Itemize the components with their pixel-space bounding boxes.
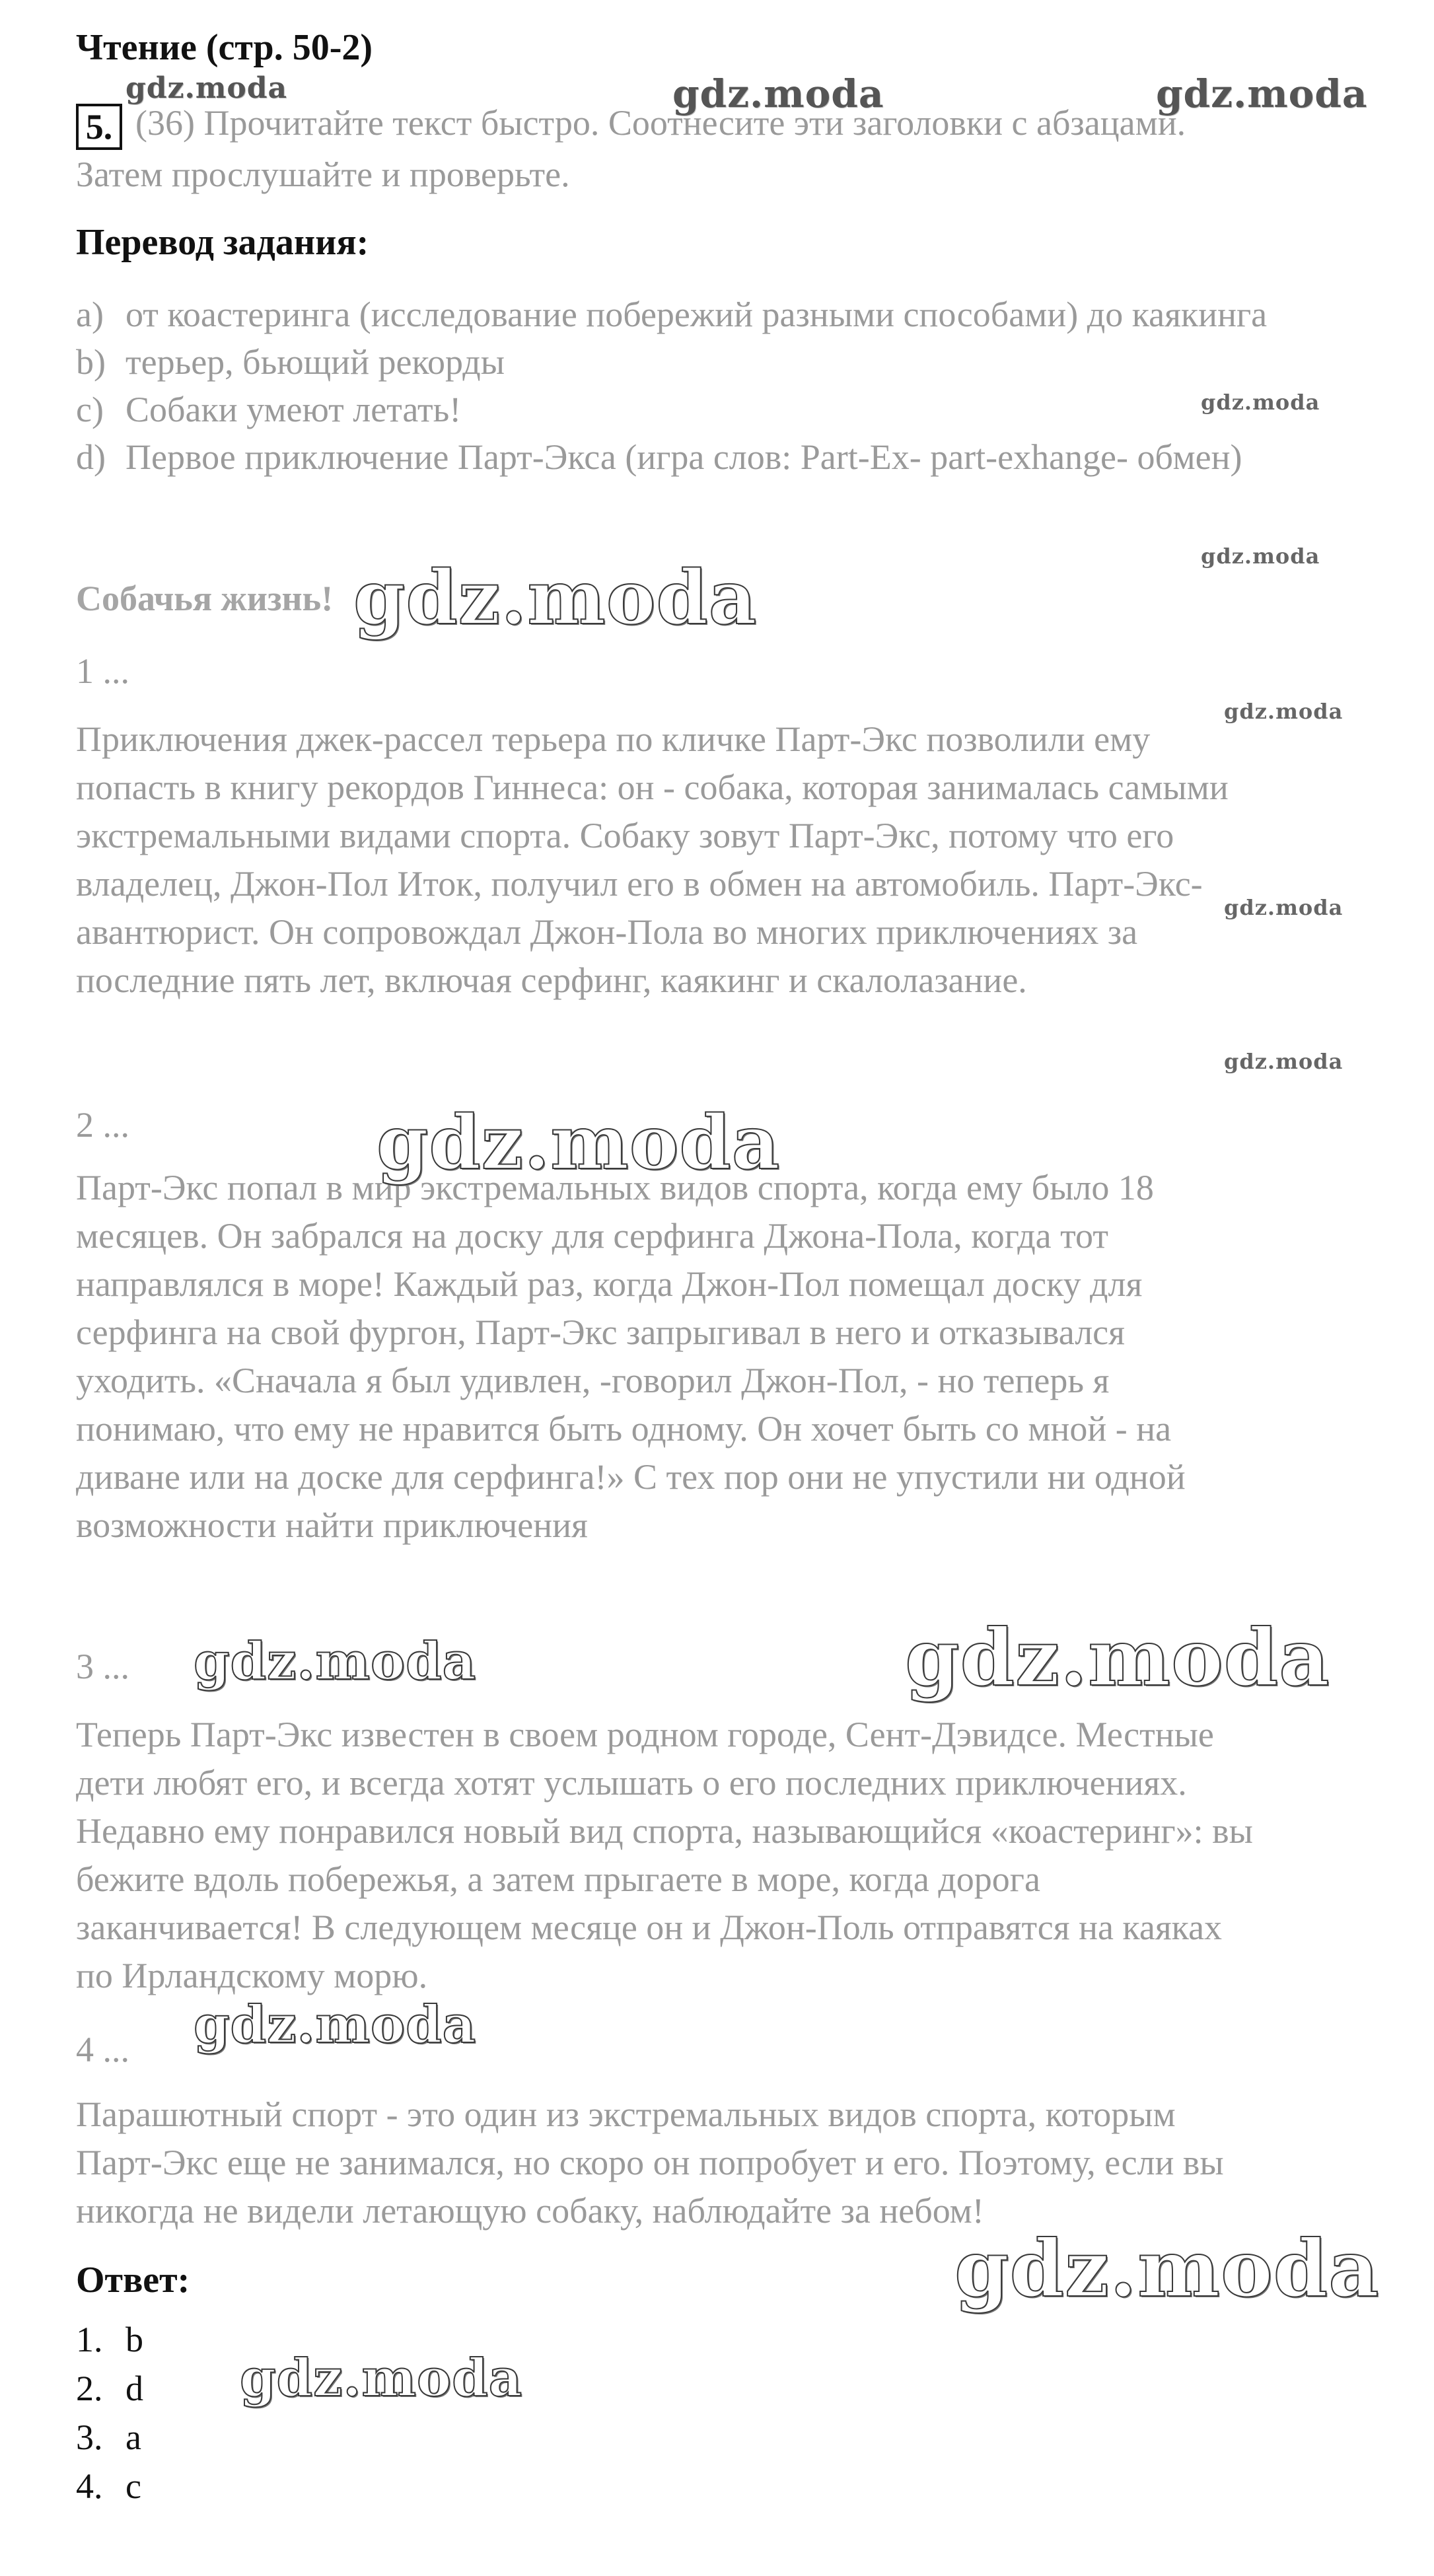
watermark: gdz.moda [1224,1049,1344,1074]
watermark: gdz.moda [672,71,884,116]
task-number-badge: 5. [76,104,122,150]
answer-heading: Ответ: [76,2260,190,2301]
translation-item-b: b) терьер, бьющий рекорды [76,342,505,382]
watermark: gdz.moda [125,71,288,105]
page-title: Чтение (стр. 50-2) [76,27,373,68]
watermark: gdz.moda [240,2348,523,2408]
paragraph-1-label: 1 ... [76,651,129,691]
task-line-1 [76,99,1186,150]
paragraph-3-label: 3 ... [76,1647,129,1686]
paragraph-3: Теперь Парт-Экс известен в своем родном городе, Сент-Дэвидсе. Местные дети любят его, и всегда хотят услышать о его последних приключениях. Недавно ему понравился новый вид спорта, называющийся «коастеринг»: вы бежите вдоль побережья, а затем прыгаете в море, когда дорога заканчивается! В следующем месяце он и Джон-Поль отправятся на каяках по Ирландскому морю. [76,1715,1253,1995]
watermark: gdz.moda [1201,390,1320,415]
answer-item: 1. b [76,2320,143,2359]
paragraph-2-label: 2 ... [76,1105,129,1145]
answer-item: 3. a [76,2417,141,2457]
watermark: gdz.moda [376,1100,781,1186]
watermark: gdz.moda [905,1612,1330,1703]
translation-item-a: a) от коастеринга (исследование побережий разными способами) до каякинга [76,295,1268,334]
paragraph-4: Парашютный спорт - это один из экстремальных видов спорта, которым Парт-Экс еще не занимался, но скоро он попробует и его. Поэтому, если вы никогда не видели летающую собаку, наблюдайте за небом! [76,2094,1224,2231]
translation-list [76,291,1267,481]
answer-list [76,2315,143,2511]
translation-heading: Перевод задания: [76,222,369,263]
paragraph-1: Приключения джек-рассел терьера по кличке Парт-Экс позволили ему попасть в книгу рекордов Гиннеса: он - собака, которая занималась самыми экстремальными видами спорта. Собаку зовут Парт-Экс, потому что его владелец, Джон-Пол Иток, получил его в обмен на автомобиль. Парт-Экс- авантюрист. Он сопровождал Джон-Пола во многих приключениях за последние пять лет, включая серфинг, каякинг и скалолазание. [76,719,1229,1000]
watermark: gdz.moda [194,1995,477,2055]
watermark: gdz.moda [954,2223,1380,2314]
paragraph-2: Парт-Экс попал в мир экстремальных видов спорта, когда ему было 18 месяцев. Он забрался на доску для серфинга Джона-Пола, когда тот направлялся в море! Каждый раз, когда Джон-Пол помещал доску для серфинга на свой фургон, Парт-Экс запрыгивал в него и отказывался уходить. «Сначала я был удивлен, -говорил Джон-Пол, - но теперь я понимаю, что ему не нравится быть одному. Он хочет быть со мной - на диване или на доске для серфинга!» С тех пор они не упустили ни одной возможности найти приключения [76,1168,1186,1545]
watermark: gdz.moda [1201,544,1320,569]
watermark: gdz.moda [353,555,758,641]
watermark: gdz.moda [1156,71,1368,116]
answer-item: 4. c [76,2466,141,2506]
story-title: Собачья жизнь! [76,579,334,618]
task-instruction-1: (36) Прочитайте текст быстро. Соотнесите эти заголовки с абзацами. [135,103,1186,143]
watermark: gdz.moda [194,1631,477,1692]
task-instruction-2: Затем прослушайте и проверьте. [76,155,570,194]
watermark: gdz.moda [1224,895,1344,920]
translation-item-c: c) Собаки умеют летать! [76,390,462,429]
translation-item-d: d) Первое приключение Парт-Экса (игра слов: Part-Ex- part-exhange- обмен) [76,437,1242,477]
paragraph-4-label: 4 ... [76,2030,129,2069]
answer-item: 2. d [76,2369,143,2408]
watermark: gdz.moda [1224,699,1344,724]
